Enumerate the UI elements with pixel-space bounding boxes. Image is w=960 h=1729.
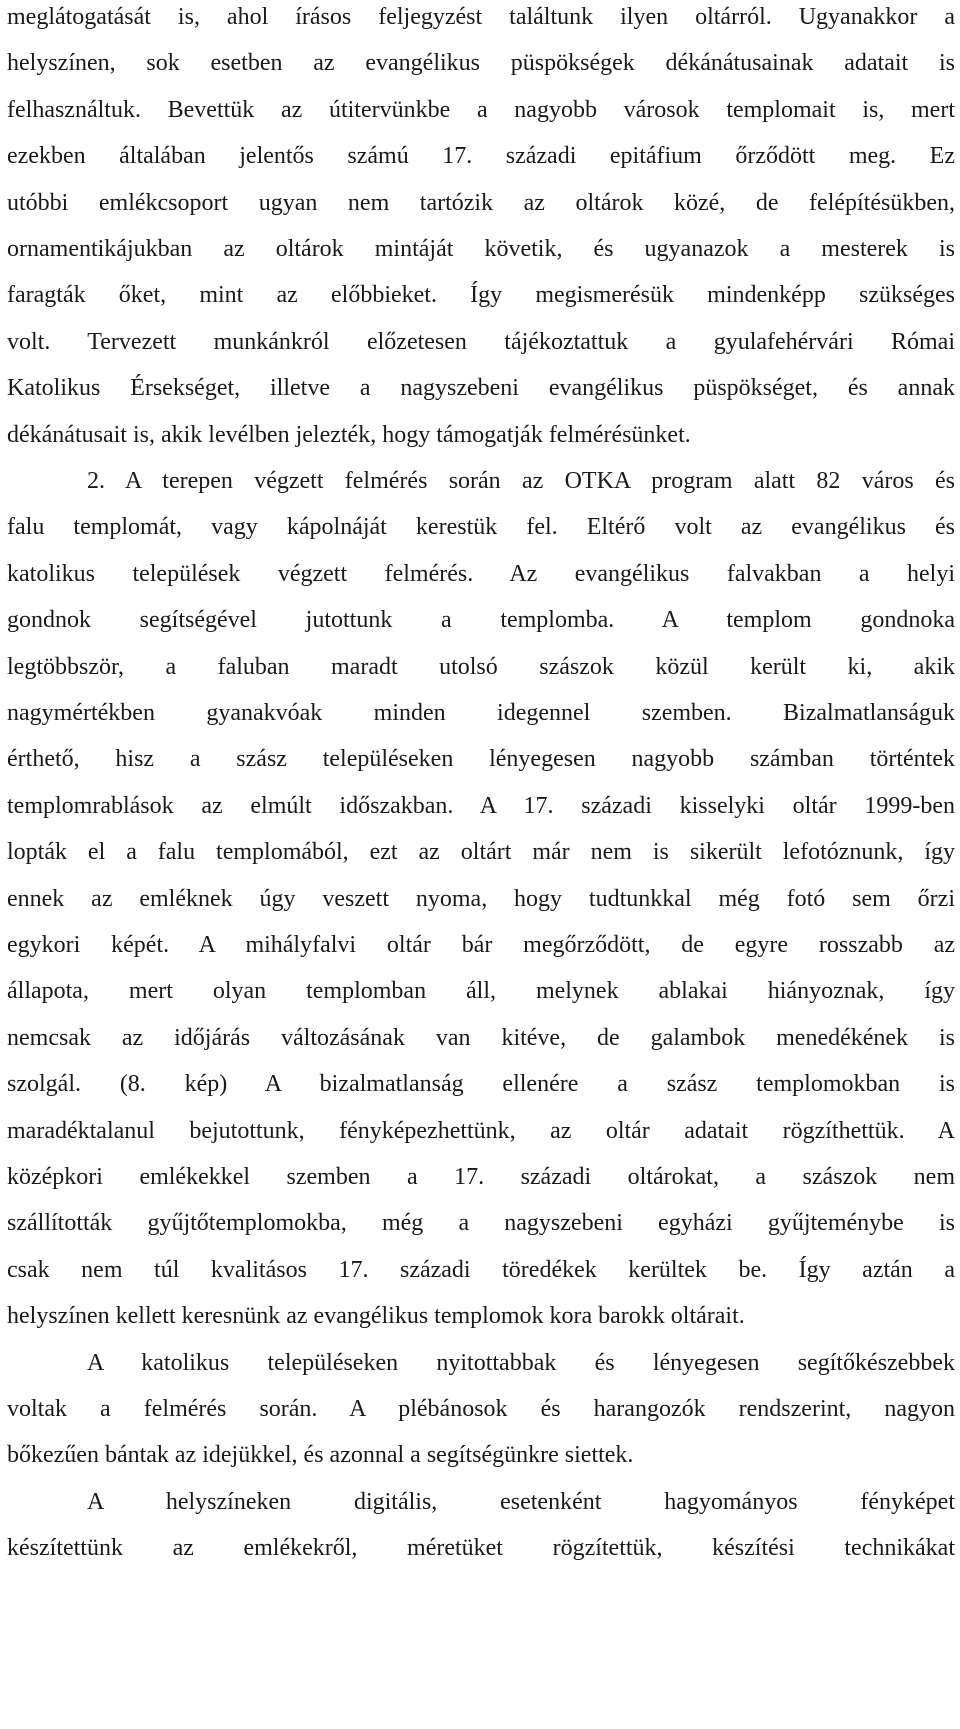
text-line: állapota, mert olyan templomban áll, melynek ablakai hiányoznak, így	[7, 978, 955, 1005]
text-line: faragták őket, mint az előbbieket. Így megismerésük mindenképp szükséges	[7, 282, 955, 309]
text-line: volt. Tervezett munkánkról előzetesen tájékoztattuk a gyulafehérvári Római	[7, 328, 955, 355]
text-line: nemcsak az időjárás változásának van kitéve, de galambok menedékének is	[7, 1024, 955, 1051]
text-line: 2. A terepen végzett felmérés során az OTKA program alatt 82 város és	[87, 468, 955, 494]
text-line: meglátogatását is, ahol írásos feljegyzést találtunk ilyen oltárról. Ugyanakkor a	[7, 4, 955, 30]
text-line: voltak a felmérés során. A plébánosok és harangozók rendszerint, nagyon	[7, 1396, 955, 1422]
text-line: legtöbbször, a faluban maradt utolsó szászok közül került ki, akik	[7, 653, 955, 680]
text-line: bőkezűen bántak az idejükkel, és azonnal a segítségünkre siettek.	[7, 1442, 634, 1469]
text-line: érthető, hisz a szász településeken lényegesen nagyobb számban történtek	[7, 746, 955, 773]
text-line: helyszínen kellett keresnünk az evangélikus templomok kora barokk oltárait.	[7, 1303, 745, 1330]
text-line: szállították gyűjtőtemplomokba, még a nagyszebeni egyházi gyűjteménybe is	[7, 1210, 955, 1237]
text-line: egykori képét. A mihályfalvi oltár bár megőrződött, de egyre rosszabb az	[7, 932, 955, 958]
text-line: középkori emlékekkel szemben a 17. századi oltárokat, a szászok nem	[7, 1164, 955, 1190]
text-line: A katolikus településeken nyitottabbak és lényegesen segítőkészebbek	[87, 1349, 955, 1376]
text-line: maradéktalanul bejutottunk, fényképezhettünk, az oltár adatait rögzíthettük. A	[7, 1117, 955, 1144]
text-line: nagymértékben gyanakvóak minden idegennel szemben. Bizalmatlanságuk	[7, 700, 955, 726]
text-line: felhasználtuk. Bevettük az útitervünkbe a nagyobb városok templomait is, mert	[7, 96, 955, 123]
text-line: ornamentikájukban az oltárok mintáját követik, és ugyanazok a mesterek is	[7, 236, 955, 262]
text-line: katolikus települések végzett felmérés. Az evangélikus falvakban a helyi	[7, 560, 955, 587]
text-line: A helyszíneken digitális, esetenként hagyományos fényképet	[87, 1488, 955, 1515]
text-line: gondnok segítségével jutottunk a templomba. A templom gondnoka	[7, 607, 955, 634]
text-line: lopták el a falu templomából, ezt az oltárt már nem is sikerült lefotóznunk, így	[7, 839, 955, 866]
text-line: falu templomát, vagy kápolnáját kerestük fel. Eltérő volt az evangélikus és	[7, 514, 955, 541]
text-line: szolgál. (8. kép) A bizalmatlanság ellenére a szász templomokban is	[7, 1071, 955, 1098]
text-line: templomrablások az elmúlt időszakban. A 17. századi kisselyki oltár 1999-ben	[7, 792, 955, 819]
text-line: ennek az emléknek úgy veszett nyoma, hogy tudtunkkal még fotó sem őrzi	[7, 885, 955, 912]
text-line: csak nem túl kvalitásos 17. századi töredékek kerültek be. Így aztán a	[7, 1256, 955, 1283]
text-line: ezekben általában jelentős számú 17. századi epitáfium őrződött meg. Ez	[7, 143, 955, 170]
text-line: helyszínen, sok esetben az evangélikus püspökségek dékánátusainak adatait is	[7, 50, 955, 77]
text-line: utóbbi emlékcsoport ugyan nem tartózik az oltárok közé, de felépítésükben,	[7, 189, 955, 216]
text-line: Katolikus Érsekséget, illetve a nagyszebeni evangélikus püspökséget, és annak	[7, 375, 955, 402]
text-line: dékánátusait is, akik levélben jelezték, hogy támogatják felmérésünket.	[7, 421, 691, 448]
text-line: készítettünk az emlékekről, méretüket rögzítettük, készítési technikákat	[7, 1535, 955, 1562]
